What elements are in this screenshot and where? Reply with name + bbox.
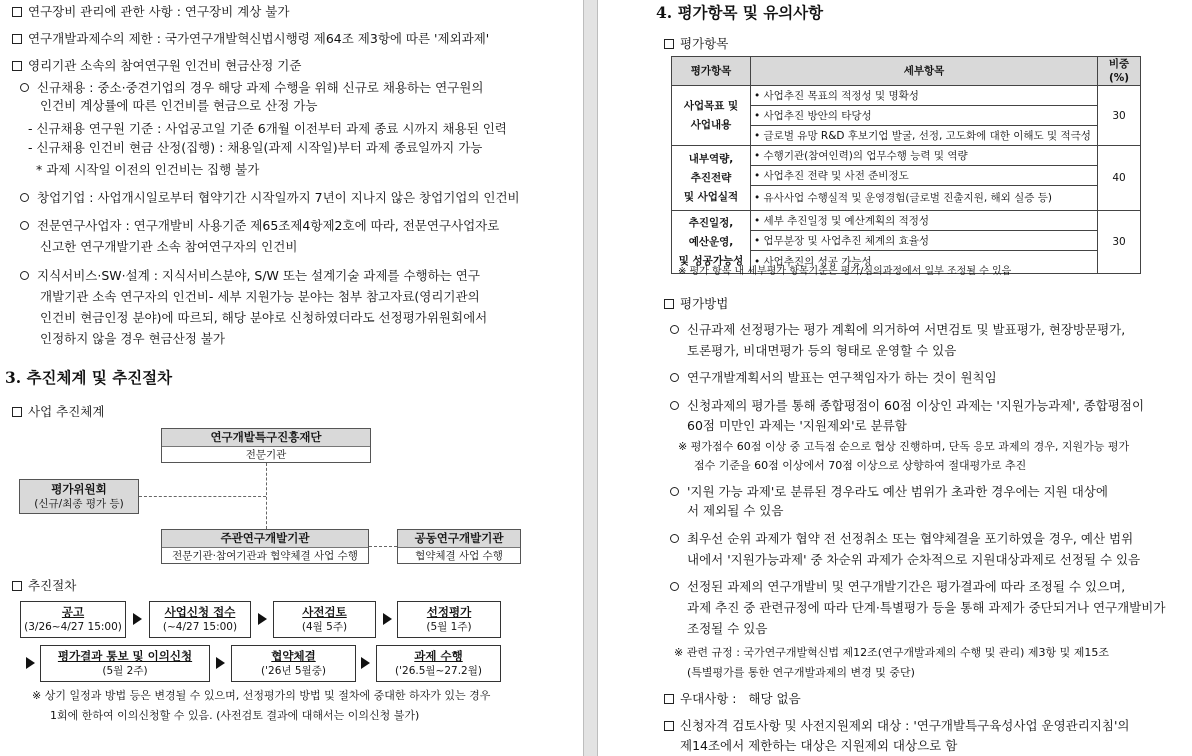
- table-row: [672, 211, 1141, 231]
- arrow-right-icon: [361, 657, 370, 669]
- checkbox-bullet-icon: [664, 721, 674, 731]
- table-cell-item: • 사업추진 전략 및 사전 준비정도: [751, 166, 1098, 186]
- circle-bullet-icon: [20, 271, 29, 280]
- checkbox-bullet-icon: [664, 299, 674, 309]
- right-note-score-line1: ※ 평가점수 60점 이상 중 고득점 순으로 협상 진행하며, 단독 응모 과제의 경우, 지원가능 평가: [678, 440, 1130, 453]
- left-para-new-hire-cont: 인건비 계상률에 따른 인건비를 현금으로 산정 가능: [40, 98, 318, 113]
- left-para-knowledge-cont3: 인정하지 않을 경우 현금산정 불가: [40, 331, 225, 346]
- step-agreement: 협약체결 ('26년 5월중): [231, 645, 356, 682]
- circle-bullet-icon: [20, 83, 29, 92]
- org-connector-joint: [369, 546, 397, 547]
- right-item-eligibility-cont: 제14조에서 제한하는 대상은 지원제외 대상으로 함: [680, 738, 958, 753]
- left-note-prior-cost: * 과제 시작일 이전의 인건비는 집행 불가: [36, 162, 260, 177]
- left-para-startup: 창업기업 : 사업개시일로부터 협약기간 시작일까지 7년이 지나지 않은 창업기업의 인건비: [20, 190, 520, 206]
- right-para-adjust-cont1: 과제 추진 중 관련규정에 따라 단계·특별평가 등을 통해 과제가 중단되거나 연구개발비가: [687, 600, 1166, 615]
- right-para-method-cont: 토론평가, 비대면평가 등의 형태로 운영할 수 있음: [687, 343, 957, 358]
- table-header-row: [672, 57, 1141, 86]
- left-para-specialist: 전문연구사업자 : 연구개발비 사용기준 제65조제4항제2호에 따라, 전문연구사업자로: [20, 218, 499, 234]
- step-announcement: 공고 (3/26~4/27 15:00): [20, 601, 126, 638]
- right-para-presentation: 연구개발계획서의 발표는 연구책임자가 하는 것이 원칙임: [670, 370, 997, 386]
- right-note-regulation-line1: ※ 관련 규정 : 국가연구개발혁신법 제12조(연구개발과제의 수행 및 관리) 제3항 및 제15조: [674, 646, 1109, 659]
- right-note-score-line2: 점수 기준을 60점 이상에서 70점 이상으로 상향하여 절대평가로 추진: [694, 459, 1027, 472]
- left-para-knowledge-cont2: 인건비 현금인정 분야)에 따르되, 해당 분야로 신청하였더라도 선정평가위원회에서: [40, 310, 488, 325]
- table-header-weight: 비중(%): [1098, 57, 1141, 86]
- left-para-specialist-cont: 신고한 연구개발기관 소속 참여연구자의 인건비: [40, 239, 298, 254]
- checkbox-bullet-icon: [12, 34, 22, 44]
- subheading-procedure: 추진절차: [12, 578, 76, 594]
- checkbox-bullet-icon: [664, 39, 674, 49]
- table-cell-category: 사업목표 및 사업내용: [672, 86, 751, 146]
- table-header-category: 평가항목: [672, 57, 751, 86]
- right-para-budget: '지원 가능 과제'로 분류된 경우라도 예산 범위가 초과한 경우에는 지원 대상에: [670, 484, 1108, 500]
- left-para-new-hire: 신규채용 : 중소·중견기업의 경우 해당 과제 수행을 위해 신규로 채용하는 연구원의: [20, 80, 483, 96]
- table-cell-item: • 세부 추진일정 및 예산계획의 적정성: [751, 211, 1098, 231]
- circle-bullet-icon: [20, 193, 29, 202]
- right-note-regulation-line2: (특별평가를 통한 연구개발과제의 변경 및 중단): [687, 666, 915, 679]
- procedure-note-line1: ※ 상기 일정과 방법 등은 변경될 수 있으며, 선정평가의 방법 및 절차에 중대한 하자가 있는 경우: [32, 689, 491, 702]
- evaluation-table: [671, 56, 1141, 274]
- circle-bullet-icon: [20, 221, 29, 230]
- table-cell-item: • 사업추진의 성공 가능성: [751, 251, 1098, 274]
- org-connector-vertical: [266, 463, 267, 529]
- arrow-right-icon: [133, 613, 142, 625]
- table-cell-item: • 수행기관(참여인력)의 업무수행 능력 및 역량: [751, 146, 1098, 166]
- table-cell-weight: 30: [1098, 86, 1141, 146]
- checkbox-bullet-icon: [12, 7, 22, 17]
- left-para-knowledge-cont1: 개발기관 소속 연구자의 인건비- 세부 지원가능 분야는 첨부 참고자료(영리기관의: [40, 289, 480, 304]
- section-heading-3: 3. 추진체계 및 추진절차: [5, 368, 173, 387]
- left-item-cash-criteria: 영리기관 소속의 참여연구원 인건비 현금산정 기준: [12, 58, 301, 74]
- arrow-right-icon: [258, 613, 267, 625]
- table-cell-item: • 글로벌 유망 R&D 후보기업 발굴, 선정, 고도화에 대한 이해도 및 적극성: [751, 126, 1098, 146]
- left-item-project-limit: 연구개발과제수의 제한 : 국가연구개발혁신법시행령 제64조 제3항에 따른 '제외과제': [12, 31, 489, 47]
- table-cell-weight: 40: [1098, 146, 1141, 211]
- table-cell-item: • 사업추진 방안의 타당성: [751, 106, 1098, 126]
- document-page-right: [598, 0, 1192, 756]
- table-row: [672, 86, 1141, 106]
- right-item-preference: 우대사항 : 해당 없음: [664, 691, 801, 707]
- circle-bullet-icon: [670, 325, 679, 334]
- step-pre-review: 사전검토 (4월 5주): [273, 601, 376, 638]
- org-box-joint-institution: 공동연구개발기관 협약체결 사업 수행: [397, 529, 521, 564]
- checkbox-bullet-icon: [664, 694, 674, 704]
- org-connector-eval: [139, 496, 266, 497]
- right-para-adjust-cont2: 조정될 수 있음: [687, 621, 768, 636]
- table-header-detail: 세부항목: [751, 57, 1098, 86]
- section-heading-4: 4. 평가항목 및 유의사항: [656, 3, 824, 22]
- left-dash-new-hire-criteria: - 신규채용 연구원 기준 : 사업공고일 기준 6개월 이전부터 과제 종료 시까지 채용된 인력: [28, 121, 507, 136]
- right-para-priority: 최우선 순위 과제가 협약 전 선정취소 또는 협약체결을 포기하였을 경우, 예산 범위: [670, 531, 1133, 547]
- checkbox-bullet-icon: [12, 61, 22, 71]
- right-para-priority-cont: 내에서 '지원가능과제' 중 차순위 과제가 순차적으로 지원대상과제로 선정될 수 있음: [687, 552, 1141, 567]
- document-page-left: [0, 0, 583, 756]
- right-para-score: 신청과제의 평가를 통해 종합평점이 60점 이상인 과제는 '지원가능과제', 종합평점이: [670, 398, 1144, 414]
- checkbox-bullet-icon: [12, 581, 22, 591]
- org-box-evaluation-committee: 평가위원회 (신규/최종 평가 등): [19, 479, 139, 514]
- table-cell-weight: 30: [1098, 211, 1141, 274]
- step-application: 사업신청 접수 (~4/27 15:00): [149, 601, 251, 638]
- left-dash-new-hire-cost: - 신규채용 인건비 현금 산정(집행) : 채용일(과제 시작일)부터 과제 종료일까지 가능: [28, 140, 483, 155]
- table-cell-category: 추진일정, 예산운영, 및 성공가능성: [672, 211, 751, 274]
- circle-bullet-icon: [670, 582, 679, 591]
- table-row: [672, 146, 1141, 166]
- arrow-right-icon: [383, 613, 392, 625]
- arrow-right-icon: [26, 657, 35, 669]
- step-result-notice: 평가결과 통보 및 이의신청 (5월 2주): [40, 645, 210, 682]
- checkbox-bullet-icon: [12, 407, 22, 417]
- page-gutter: [583, 0, 598, 756]
- left-item-equipment: 연구장비 관리에 관한 사항 : 연구장비 계상 불가: [12, 4, 289, 20]
- circle-bullet-icon: [670, 487, 679, 496]
- table-cell-item: • 유사사업 수행실적 및 운영경험(글로벌 진출지원, 해외 실증 등): [751, 186, 1098, 211]
- subheading-eval-items: 평가항목: [664, 36, 728, 52]
- subheading-eval-method: 평가방법: [664, 296, 728, 312]
- circle-bullet-icon: [670, 401, 679, 410]
- right-para-method: 신규과제 선정평가는 평가 계획에 의거하여 서면검토 및 발표평가, 현장방문평가,: [670, 322, 1125, 338]
- circle-bullet-icon: [670, 534, 679, 543]
- step-project-execution: 과제 수행 ('26.5월~27.2월): [376, 645, 501, 682]
- procedure-note-line2: 1회에 한하여 이의신청할 수 있음. (사전검토 결과에 대해서는 이의신청 불가): [50, 709, 420, 722]
- step-selection-eval: 선정평가 (5월 1주): [397, 601, 501, 638]
- table-cell-category: 내부역량, 추진전략 및 사업실적: [672, 146, 751, 211]
- left-para-knowledge: 지식서비스·SW·설계 : 지식서비스분야, S/W 또는 설계기술 과제를 수행하는 연구: [20, 268, 480, 284]
- right-para-score-cont: 60점 미만인 과제는 '지원제외'로 분류함: [687, 418, 907, 433]
- right-para-adjust: 선정된 과제의 연구개발비 및 연구개발기간은 평가결과에 따라 조정될 수 있으며,: [670, 579, 1125, 595]
- table-note: ※ 평가 항목 내 세부평가 항목기준은 평가/심의과정에서 일부 조정될 수 있음: [678, 266, 1012, 277]
- right-para-budget-cont: 서 제외될 수 있음: [687, 503, 784, 518]
- table-cell-item: • 사업추진 목표의 적정성 및 명확성: [751, 86, 1098, 106]
- org-box-foundation: 연구개발특구진흥재단 전문기관: [161, 428, 371, 463]
- subheading-system: 사업 추진체계: [12, 404, 104, 420]
- org-box-lead-institution: 주관연구개발기관 전문기관·참여기관과 협약체결 사업 수행: [161, 529, 369, 564]
- arrow-right-icon: [216, 657, 225, 669]
- circle-bullet-icon: [670, 373, 679, 382]
- right-item-eligibility: 신청자격 검토사항 및 사전지원제외 대상 : '연구개발특구육성사업 운영관리지침'의: [664, 718, 1129, 734]
- table-cell-item: • 업무분장 및 사업추진 체계의 효율성: [751, 231, 1098, 251]
